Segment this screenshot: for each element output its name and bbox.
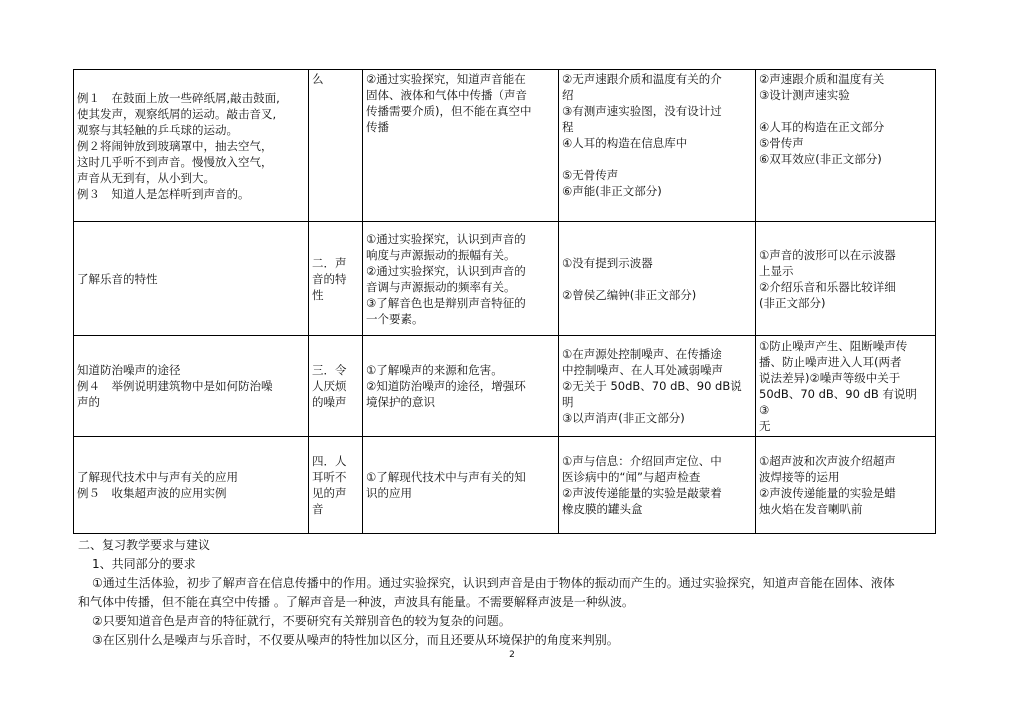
table-row bbox=[74, 336, 936, 437]
cell-line: 识的应用 bbox=[366, 486, 412, 500]
cell-line: 例３ 知道人是怎样听到声音的。 bbox=[77, 186, 250, 201]
standard-cell bbox=[363, 437, 559, 534]
cell-line: ③以声消声(非正文部分) bbox=[562, 411, 685, 425]
textbook-a-cell bbox=[559, 336, 756, 437]
textbook-b-cell bbox=[756, 222, 936, 336]
cell-line: ⑥双耳效应(非正文部分) bbox=[759, 152, 882, 166]
requirement-cell bbox=[74, 222, 309, 336]
cell-line: 声的 bbox=[77, 395, 100, 409]
cell-line: ①通过实验探究，认识到声音的 bbox=[366, 231, 526, 246]
cell-line: ①超声波和次声波介绍超声 bbox=[759, 454, 896, 468]
cell-line: 说法差异)②噪声等级中关于 bbox=[759, 371, 901, 385]
cell-line: 程 bbox=[562, 120, 574, 134]
cell-line: ②通过实验探究，认识到声音的 bbox=[366, 263, 526, 278]
cell-line: 烛火焰在发音喇叭前 bbox=[759, 502, 863, 516]
cell-line: 的噪声 bbox=[312, 395, 347, 409]
cell-line: 观察与其轻触的乒乓球的运动。 bbox=[77, 122, 238, 137]
section-cell bbox=[309, 222, 363, 336]
textbook-b-cell bbox=[756, 70, 936, 222]
cell-line: ②知道防治噪声的途径，增强环 bbox=[366, 379, 526, 393]
cell-line: ①没有提到示波器 bbox=[562, 255, 653, 270]
section-cell bbox=[309, 336, 363, 437]
cell-line: ①声音的波形可以在示波器 bbox=[759, 247, 896, 262]
cell-line: 么 bbox=[312, 72, 324, 86]
cell-line: 声音从无到有，从小到大。 bbox=[77, 170, 215, 185]
cell-line: ⑤骨传声 bbox=[759, 136, 804, 150]
cell-line: ④人耳的构造在正文部分 bbox=[759, 120, 885, 134]
section-cell bbox=[309, 437, 363, 534]
cell-line: ③有测声速实验图，没有设计过 bbox=[562, 104, 722, 118]
cell-line: ①防止噪声产生、阻断噪声传 bbox=[759, 339, 908, 353]
cell-line: ②声波传递能量的实验是敲蒙着 bbox=[562, 486, 722, 500]
cell-line: ④人耳的构造在信息库中 bbox=[562, 136, 688, 150]
cell-line: ②通过实验探究，知道声音能在 bbox=[366, 72, 526, 86]
cell-line: ②无关于 50dB、70 dB、90 dB说 bbox=[562, 379, 742, 393]
cell-line: ①了解噪声的来源和危害。 bbox=[366, 363, 503, 377]
table-body bbox=[74, 70, 936, 534]
cell-line: ③设计测声速实验 bbox=[759, 88, 850, 102]
table-row bbox=[74, 437, 936, 534]
cell-line: 例１ 在鼓面上放一些碎纸屑,敲击鼓面, bbox=[77, 90, 280, 105]
cell-line: 绍 bbox=[562, 88, 574, 102]
cell-line: 响度与声源振动的振幅有关。 bbox=[366, 247, 516, 262]
cell-line bbox=[562, 151, 752, 167]
cell-line: 三．令 bbox=[312, 363, 347, 377]
cell-line: ①了解现代技术中与声有关的知 bbox=[366, 470, 526, 484]
cell-line: 橡皮膜的罐头盒 bbox=[562, 502, 643, 516]
cell-line: (非正文部分) bbox=[759, 295, 826, 310]
cell-line: 人厌烦 bbox=[312, 379, 347, 393]
cell-line: 见的声 bbox=[312, 486, 347, 500]
paragraph: 和气体中传播，但不能在真空中传播 。了解声音是一种波，声波具有能量。不需要解释声波是一种纵波。 bbox=[78, 595, 634, 609]
cell-line: 了解乐音的特性 bbox=[77, 271, 158, 286]
cell-line: ②声波传递能量的实验是蜡 bbox=[759, 486, 896, 500]
textbook-b-cell bbox=[756, 336, 936, 437]
cell-line: ①声与信息：介绍回声定位、中 bbox=[562, 454, 722, 468]
requirement-cell bbox=[74, 70, 309, 222]
cell-line: 二．声 bbox=[312, 255, 347, 270]
cell-line: ②无声速跟介质和温度有关的介 bbox=[562, 72, 722, 86]
section-subheading: 1、共同部分的要求 bbox=[92, 557, 196, 571]
cell-line bbox=[759, 103, 932, 119]
cell-line: 音 bbox=[312, 502, 324, 516]
cell-line: 播、防止噪声进入人耳(两者 bbox=[759, 355, 902, 369]
cell-line: 一个要素。 bbox=[366, 311, 424, 326]
cell-line: 上显示 bbox=[759, 263, 794, 278]
table-row bbox=[74, 222, 936, 336]
paragraph: ②只要知道音色是声音的特征就行，不要研究有关辩别音色的较为复杂的问题。 bbox=[92, 614, 511, 628]
paragraph: ③在区别什么是噪声与乐音时，不仅要从噪声的特性加以区分，而且还要从环境保护的角度来判别。 bbox=[92, 633, 619, 647]
textbook-a-cell bbox=[559, 70, 756, 222]
cell-line: ⑤无骨传声 bbox=[562, 168, 619, 182]
cell-line: ③了解音色也是辩别声音特征的 bbox=[366, 295, 526, 310]
cell-line: 耳听不 bbox=[312, 470, 347, 484]
page-number: 2 bbox=[509, 650, 515, 660]
cell-line: 无 bbox=[759, 419, 771, 433]
cell-line: 音调与声源振动的频率有关。 bbox=[366, 279, 516, 294]
standard-cell bbox=[363, 336, 559, 437]
cell-line: 传播 bbox=[366, 120, 389, 134]
standard-cell bbox=[363, 70, 559, 222]
cell-line: 使其发声，观察纸屑的运动。敲击音叉, bbox=[77, 106, 277, 121]
requirement-cell bbox=[74, 437, 309, 534]
cell-line: 医诊病中的“闻”与超声检查 bbox=[562, 470, 701, 484]
section-cell bbox=[309, 70, 363, 222]
cell-line: 50dB、70 dB、90 dB 有说明 ③ bbox=[759, 387, 929, 417]
cell-line: 固体、液体和气体中传播（声音 bbox=[366, 88, 527, 102]
cell-line: 例５ 收集超声波的应用实例 bbox=[77, 486, 227, 500]
cell-line: ②声速跟介质和温度有关 bbox=[759, 72, 885, 86]
cell-line: ②曾侯乙编钟(非正文部分) bbox=[562, 287, 697, 302]
paragraph: ①通过生活体验，初步了解声音在信息传播中的作用。通过实验探究，认识到声音是由于物体的振动而产生的。通过实验探究，知道声音能在固体、液体 bbox=[92, 576, 895, 590]
cell-line: 境保护的意识 bbox=[366, 395, 435, 409]
cell-line: 音的特 bbox=[312, 271, 347, 286]
cell-line bbox=[562, 271, 752, 287]
cell-line: 中控制噪声、在人耳处减弱噪声 bbox=[562, 363, 723, 377]
cell-line: ⑥声能(非正文部分) bbox=[562, 184, 662, 198]
cell-line: ①在声源处控制噪声、在传播途 bbox=[562, 347, 722, 361]
cell-line: 四．人 bbox=[312, 454, 347, 468]
cell-line: 明 bbox=[562, 395, 574, 409]
cell-line: 知道防治噪声的途径 bbox=[77, 363, 181, 377]
standard-cell bbox=[363, 222, 559, 336]
textbook-a-cell bbox=[559, 437, 756, 534]
comparison-table bbox=[73, 69, 936, 534]
cell-line: ②介绍乐音和乐器比较详细 bbox=[759, 279, 896, 294]
cell-line: 性 bbox=[312, 287, 324, 302]
cell-line: 例４ 举例说明建筑物中是如何防治噪 bbox=[77, 379, 273, 393]
textbook-b-cell bbox=[756, 437, 936, 534]
table-row bbox=[74, 70, 936, 222]
cell-line: 传播需要介质)，但不能在真空中 bbox=[366, 104, 532, 118]
textbook-a-cell bbox=[559, 222, 756, 336]
cell-line: 例２将闹钟放到玻璃罩中，抽去空气， bbox=[77, 138, 273, 153]
requirement-cell bbox=[74, 336, 309, 437]
cell-line: 波焊接等的运用 bbox=[759, 470, 840, 484]
cell-line: 了解现代技术中与声有关的应用 bbox=[77, 470, 238, 484]
cell-line: 这时几乎听不到声音。慢慢放入空气， bbox=[77, 154, 273, 169]
review-section bbox=[78, 536, 948, 650]
section-heading: 二、复习教学要求与建议 bbox=[78, 538, 211, 552]
